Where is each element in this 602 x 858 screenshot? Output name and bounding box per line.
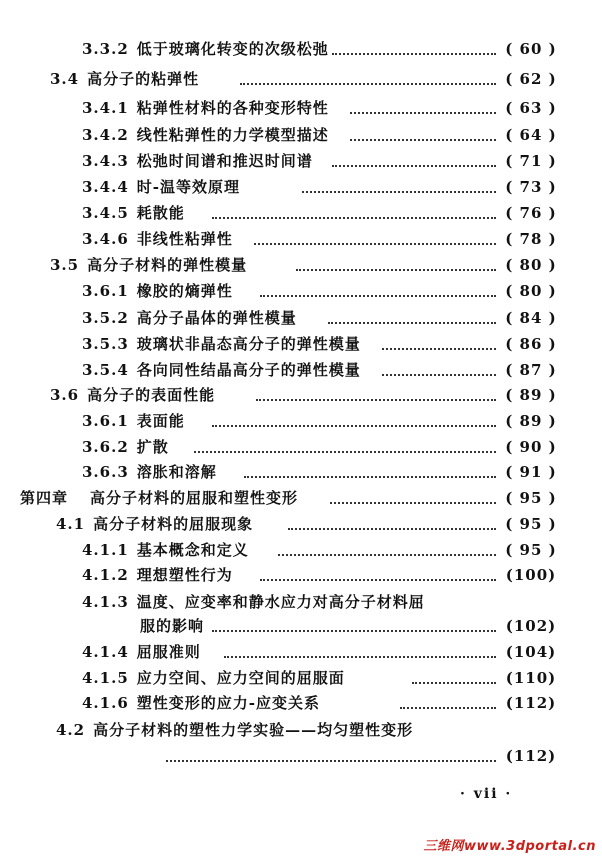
toc-entry-number: 3.5 <box>50 256 80 274</box>
toc-entry-title: 温度、应变率和静水应力对高分子材料屈 <box>136 593 425 611</box>
dot-leader <box>330 502 496 504</box>
dot-leader <box>256 399 496 401</box>
toc-entry <box>56 718 562 742</box>
dot-leader <box>240 83 496 85</box>
toc-entry-number: 3.4 <box>50 70 80 88</box>
dot-leader <box>244 476 496 478</box>
toc-entry-number: 3.6 <box>50 386 80 404</box>
toc-entry-title: 橡胶的熵弹性 <box>136 282 233 300</box>
toc-entry-page: ( 95 ) <box>505 541 557 559</box>
toc-entry-title: 玻璃状非晶态高分子的弹性模量 <box>136 335 361 353</box>
dot-leader <box>288 528 496 530</box>
toc-entry <box>50 253 562 277</box>
site-watermark: 三维网www.3dportal.cn <box>423 839 596 854</box>
toc-entry-number: 3.4.5 <box>82 204 129 222</box>
toc-entry <box>82 563 562 587</box>
dot-leader <box>296 269 496 271</box>
toc-entry-title: 应力空间、应力空间的屈服面 <box>136 669 345 687</box>
toc-entry <box>56 512 562 536</box>
toc-entry-page: ( 86 ) <box>505 335 557 353</box>
toc-entry-page: ( 95 ) <box>505 489 557 507</box>
toc-entry-continuation <box>56 744 562 768</box>
toc-entry <box>82 640 562 664</box>
toc-entry-title: 各向同性结晶高分子的弹性模量 <box>136 361 361 379</box>
toc-entry-title: 高分子材料的屈服现象 <box>93 515 254 533</box>
toc-entry-title: 高分子材料的屈服和塑性变形 <box>90 489 299 507</box>
toc-entry-title: 溶胀和溶解 <box>136 463 217 481</box>
dot-leader <box>332 165 496 167</box>
toc-entry-number: 3.5.4 <box>82 361 129 379</box>
toc-entry <box>82 332 562 356</box>
toc-entry-page: ( 80 ) <box>505 256 557 274</box>
toc-entry-title: 非线性粘弹性 <box>136 230 233 248</box>
dot-leader <box>224 656 496 658</box>
toc-entry-title: 表面能 <box>136 412 185 430</box>
toc-entry-number: 4.1.6 <box>82 694 129 712</box>
dot-leader <box>400 707 496 709</box>
toc-entry <box>82 666 562 690</box>
toc-entry-number: 3.4.6 <box>82 230 129 248</box>
toc-entry-title: 线性粘弹性的力学模型描述 <box>136 126 329 144</box>
dot-leader <box>278 554 496 556</box>
page-number-footer: · vii · <box>460 786 513 802</box>
toc-entry-continuation <box>82 614 562 638</box>
toc-entry-title: 扩散 <box>136 438 169 456</box>
toc-entry-page: ( 87 ) <box>505 361 557 379</box>
toc-entry-title: 高分子的表面性能 <box>87 386 216 404</box>
toc-entry-title: 基本概念和定义 <box>136 541 249 559</box>
toc-entry-number: 4.1.2 <box>82 566 129 584</box>
toc-entry-page: ( 73 ) <box>505 178 557 196</box>
dot-leader <box>382 374 496 376</box>
toc-entry-title: 塑性变形的应力-应变关系 <box>136 694 320 712</box>
dot-leader <box>382 348 496 350</box>
toc-entry-number: 3.4.4 <box>82 178 129 196</box>
toc-entry-page: (100) <box>505 566 557 584</box>
toc-entry-number: 3.4.3 <box>82 152 129 170</box>
toc-entry-title: 耗散能 <box>136 204 185 222</box>
toc-entry-page: ( 64 ) <box>505 126 557 144</box>
toc-entry <box>82 306 562 330</box>
toc-entry-title: 时-温等效原理 <box>136 178 240 196</box>
toc-entry-page: ( 89 ) <box>505 412 557 430</box>
toc-entry-number: 第四章 <box>20 489 69 507</box>
toc-entry-number: 4.1 <box>56 515 86 533</box>
toc-entry-number: 3.5.3 <box>82 335 129 353</box>
dot-leader <box>328 322 496 324</box>
toc-entry <box>82 538 562 562</box>
toc-entry <box>82 149 562 173</box>
toc-entry-title: 低于玻璃化转变的次级松弛 <box>136 40 329 58</box>
toc-entry-title: 高分子晶体的弹性模量 <box>136 309 297 327</box>
toc-entry-title: 松弛时间谱和推迟时间谱 <box>136 152 313 170</box>
toc-entry-page: (104) <box>505 643 557 661</box>
toc-chapter-entry <box>20 486 562 510</box>
toc-entry-number: 4.2 <box>56 721 86 739</box>
toc-entry-page: ( 63 ) <box>505 99 557 117</box>
toc-entry <box>82 123 562 147</box>
toc-entry-number: 3.4.1 <box>82 99 129 117</box>
dot-leader <box>212 425 496 427</box>
toc-entry-number: 3.5.2 <box>82 309 129 327</box>
toc-entry-page: (102) <box>505 617 557 635</box>
toc-entry-title: 屈服准则 <box>136 643 201 661</box>
toc-entry <box>82 358 562 382</box>
toc-entry <box>50 67 562 91</box>
toc-entry-number: 4.1.5 <box>82 669 129 687</box>
toc-entry-number: 3.6.2 <box>82 438 129 456</box>
toc-entry-number: 4.1.3 <box>82 593 129 611</box>
toc-entry-page: ( 95 ) <box>505 515 557 533</box>
dot-leader <box>412 682 496 684</box>
toc-entry-page: ( 91 ) <box>505 463 557 481</box>
toc-entry-number: 3.6.1 <box>82 412 129 430</box>
toc-entry-title: 服的影响 <box>140 617 205 635</box>
toc-entry <box>82 201 562 225</box>
toc-entry-title: 理想塑性行为 <box>136 566 233 584</box>
toc-entry-page: ( 60 ) <box>505 40 557 58</box>
toc-entry <box>82 175 562 199</box>
dot-leader <box>350 112 496 114</box>
toc-entry <box>50 383 562 407</box>
toc-entry-number: 4.1.1 <box>82 541 129 559</box>
dot-leader <box>166 760 496 762</box>
toc-entry-title: 高分子的粘弹性 <box>87 70 200 88</box>
dot-leader <box>212 630 496 632</box>
toc-entry-page: ( 76 ) <box>505 204 557 222</box>
toc-entry-title: 高分子材料的弹性模量 <box>87 256 248 274</box>
toc-entry <box>82 227 562 251</box>
toc-entry-number: 3.3.2 <box>82 40 129 58</box>
toc-entry-page: (110) <box>505 669 557 687</box>
toc-entry <box>82 460 562 484</box>
dot-leader <box>350 139 496 141</box>
toc-entry-number: 3.6.3 <box>82 463 129 481</box>
toc-entry-title: 粘弹性材料的各种变形特性 <box>136 99 329 117</box>
dot-leader <box>254 243 496 245</box>
toc-entry <box>82 590 562 614</box>
toc-entry-page: ( 90 ) <box>505 438 557 456</box>
toc-entry-page: (112) <box>505 747 557 765</box>
toc-entry <box>82 409 562 433</box>
toc-entry <box>82 435 562 459</box>
toc-entry-page: ( 80 ) <box>505 282 557 300</box>
dot-leader <box>332 53 496 55</box>
toc-entry-number: 3.4.2 <box>82 126 129 144</box>
toc-entry <box>82 279 562 303</box>
dot-leader <box>194 451 496 453</box>
toc-entry-page: ( 71 ) <box>505 152 557 170</box>
toc-entry <box>82 37 562 61</box>
dot-leader <box>260 295 496 297</box>
toc-entry <box>82 96 562 120</box>
toc-entry-page: ( 78 ) <box>505 230 557 248</box>
toc-entry-title: 高分子材料的塑性力学实验——均匀塑性变形 <box>93 721 414 739</box>
toc-entry-page: (112) <box>505 694 557 712</box>
toc-entry-number: 4.1.4 <box>82 643 129 661</box>
toc-entry-page: ( 89 ) <box>505 386 557 404</box>
toc-entry-number: 3.6.1 <box>82 282 129 300</box>
dot-leader <box>212 217 496 219</box>
toc-entry <box>82 691 562 715</box>
dot-leader <box>260 579 496 581</box>
dot-leader <box>302 191 496 193</box>
toc-entry-page: ( 62 ) <box>505 70 557 88</box>
toc-entry-page: ( 84 ) <box>505 309 557 327</box>
